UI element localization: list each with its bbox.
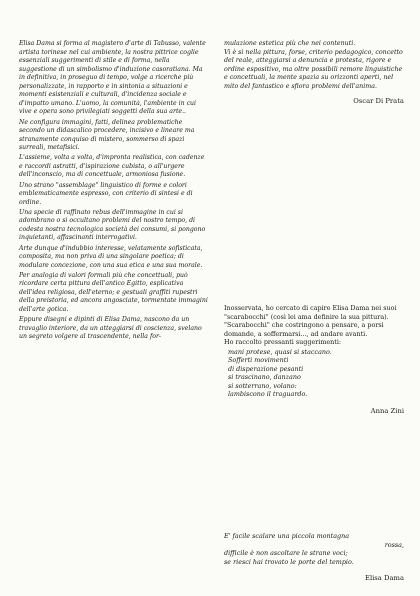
essay-paragraph: Una specie di raffinato rebus dell'immagine in cui si adombrano o si occultano problemi del nostro tempo, di codesta nostra tecnologica società dei consumi, si pongono inquietanti, affascinanti interrogativi. (19, 208, 206, 242)
poem-line: si trascinano, danzano (228, 373, 301, 381)
essay-left-column (19, 40, 209, 343)
poem-line: Sofferti movimenti (228, 356, 289, 364)
author-signature-dama: Elisa Dama (364, 574, 404, 582)
poem-line: si sotterrano, volano: (228, 381, 297, 390)
intro-line: Inosservata, ho cercato di capire Elisa Dama nei suoi "scarabocchi" (così lei ama definire la sua pittura). (224, 304, 397, 321)
verse-line: rossa, (384, 540, 404, 549)
poem-line: mani protese, quasi si staccano. (228, 347, 332, 356)
essay-paragraph: Arte dunque d'indubbio interesse, velatamente sofisticata, composita, ma non priva di una singolare poetica; di modulare concezione, con una sua etica e una sua morale. (19, 244, 203, 269)
poem (228, 348, 404, 399)
essay-paragraph: Ne configura immagini, fatti, delinea problematiche secondo un didascalico procedere, incisivo e lineare ma stranamente conquiso di mistero, sommerso di spazi surreali, metafisici. (19, 118, 195, 152)
verse-line: E' facile scalare una piccola montagna (224, 532, 350, 540)
verse-line: difficile è non ascoltare le strane voci; (224, 549, 348, 557)
intro-line: Ho raccolto pressanti suggerimenti: (224, 338, 342, 346)
poem-line: lambiscono il traguardo. (228, 390, 308, 398)
author-signature-zini: Anna Zini (370, 406, 404, 415)
intro-line: "Scarabocchi" che costringono a pensare, a porsi domande, a soffermarsi..., ad andare avanti. (224, 321, 384, 338)
essay-continuation (224, 40, 404, 106)
essay-paragraph: L'assieme, volta a volta, d'impronta realistica, con cadenze e raccordi astratti, d'ispirazione cubista, o all'urgere dell'inconscio, ma di concettuale, armoniosa fusione. (19, 154, 205, 179)
essay-paragraph: Eppure disegni e dipinti di Elisa Dama, nascono da un travaglio interiore, da un atteggiarsi di coscienza, svelano un segreto volgere al trascendente, nella for- (19, 316, 202, 341)
right-column (224, 40, 404, 582)
verse-line: se riesci hai trovato le porte del tempio. (224, 557, 354, 566)
poem-line: di disperazione pesanti (228, 364, 304, 373)
zini-text (224, 304, 404, 415)
author-signature-di-prata: Oscar Di Prata (353, 97, 404, 106)
essay-paragraph: Elisa Dama si forma al magistero d'arte di Tabusso, valente artista torinese nel cui ambiente, la nostra pittrice coglie essenziali suggerimenti di stile e di forma, nella suggestione di un simbolismo d'induzione casoratiana. Ma in definitiva, in proseguo di tempo, volge a ricerche più personalizzate, in rapporto e in sintonia a situazioni e momenti esistenziali e culturali, d'incidenza sociale e d'impatto umano. L'uomo, la comunità, l'ambiente in cui vive e opera sono privilegiati soggetti della sua arte.. (19, 40, 206, 116)
artist-verse (224, 532, 404, 583)
essay-paragraph: mulazione estetica più che nei contenuti. (224, 40, 356, 47)
essay-paragraph: Vi è si nella pittura, forse, criterio pedagogico, concetto del reale, atteggiarsi a denuncia e protesta, rigore e ordine espositivo, ma oltre possibili remore linguistiche e concettuali, la mente spazia su orizzonti aperti, nel mito del fantastico e sfiora problemi dell'anima. (224, 48, 403, 90)
essay-paragraph: Per analogia di valori formali più che concettuali, può ricordare certa pittura dell'antico Egitto, esplicativa dell'idea religiosa, dell'eterno; e gestuali graffiti rupestri della preistoria, ed ancora angosciate, tormentate immagini dell'arte gotica. (19, 271, 208, 313)
essay-paragraph: Uno strano "assemblage" linguistico di forme e colori emblematicamente espresso, con criterio di sintesi e di ordine. (19, 181, 193, 206)
